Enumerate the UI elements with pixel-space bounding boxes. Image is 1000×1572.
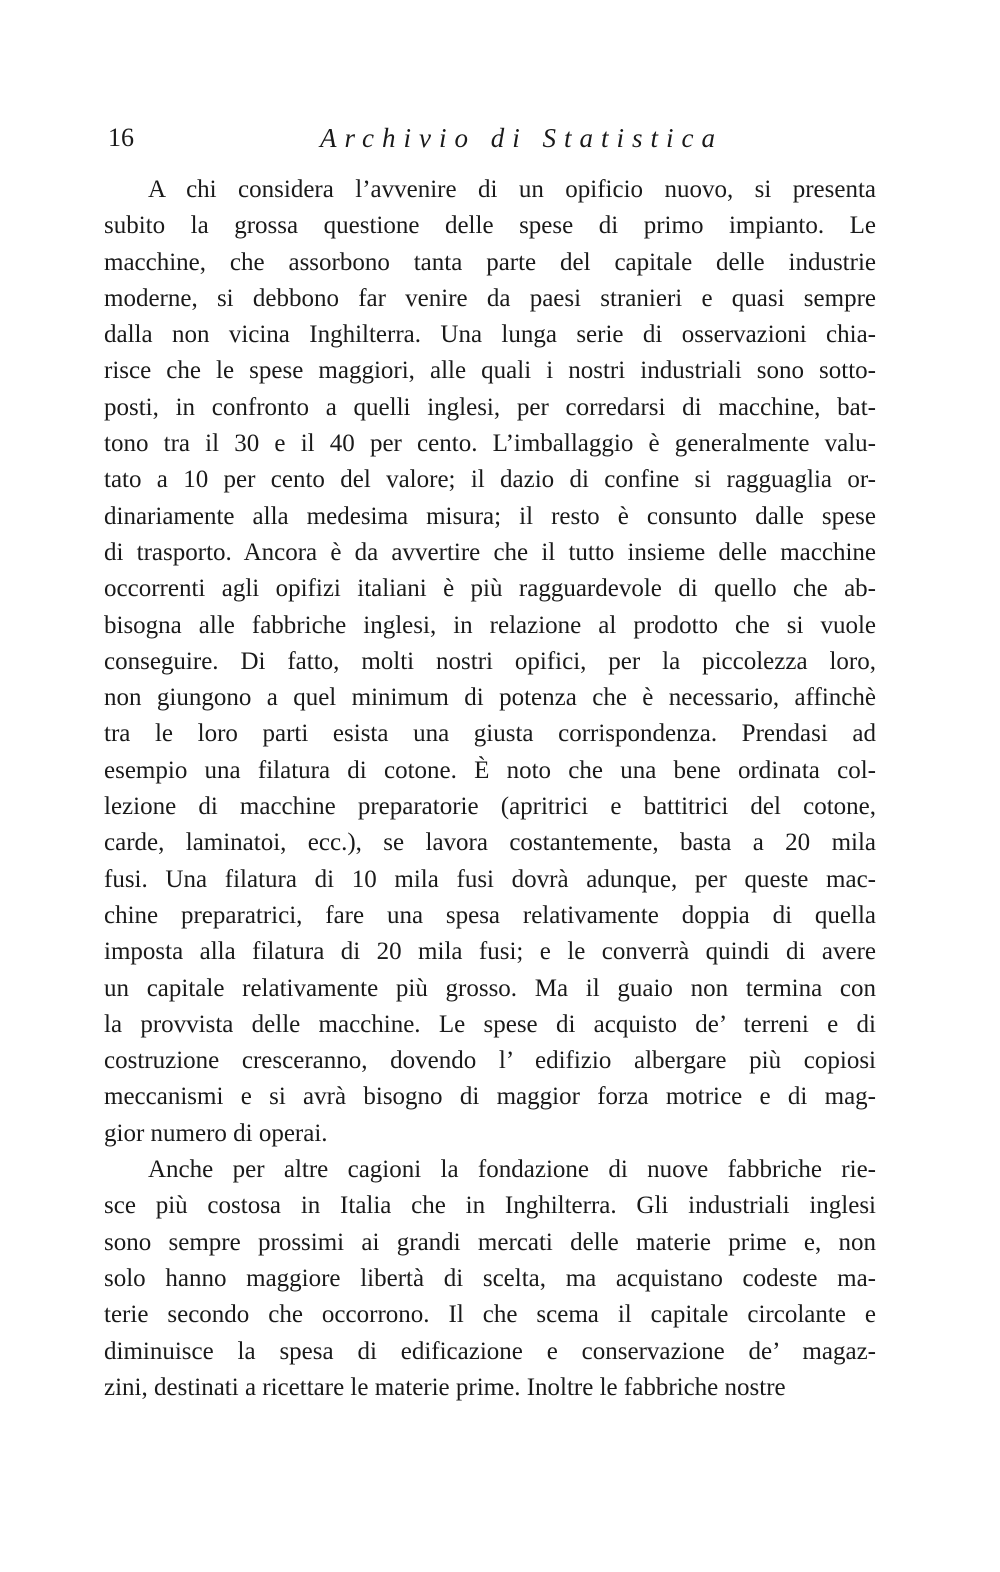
text-line: tra le loro parti esista una giusta corrispondenza. Prendasi ad	[104, 720, 876, 748]
text-line: dinariamente alla medesima misura; il resto è consunto dalle spese	[104, 502, 876, 530]
text-line: sce più costosa in Italia che in Inghilterra. Gli industriali inglesi	[104, 1192, 876, 1220]
paragraph	[104, 1152, 876, 1406]
text-line: bisogna alle fabbriche inglesi, in relazione al prodotto che si vuole	[104, 611, 876, 639]
text-line: lezione di macchine preparatorie (apritrici e battitrici del cotone,	[104, 793, 876, 821]
text-line: diminuisce la spesa di edificazione e conservazione de’ magaz-	[104, 1337, 876, 1365]
body-text	[104, 172, 876, 1406]
text-line: moderne, si debbono far venire da paesi stranieri e quasi sempre	[104, 284, 876, 312]
text-line: meccanismi e si avrà bisogno di maggior forza motrice e di mag-	[104, 1083, 876, 1111]
text-line: Anche per altre cagioni la fondazione di nuove fabbriche rie-	[148, 1156, 876, 1184]
text-line: imposta alla filatura di 20 mila fusi; e le converrà quindi di avere	[104, 938, 876, 966]
page-number: 16	[108, 123, 134, 152]
text-line: terie secondo che occorrono. Il che scema il capitale circolante e	[104, 1301, 876, 1329]
text-line: conseguire. Di fatto, molti nostri opifici, per la piccolezza loro,	[104, 647, 876, 675]
running-title: Archivio di Statistica	[320, 123, 723, 153]
text-line: esempio una filatura di cotone. È noto che una bene ordinata col-	[104, 756, 876, 784]
text-line: occorrenti agli opifizi italiani è più ragguardevole di quello che ab-	[104, 575, 876, 603]
text-line: A chi considera l’avvenire di un opificio nuovo, si presenta	[148, 176, 876, 203]
text-line: gior numero di operai.	[104, 1119, 328, 1147]
text-line: di trasporto. Ancora è da avvertire che il tutto insieme delle macchine	[104, 538, 876, 566]
text-line: sono sempre prossimi ai grandi mercati delle materie prime e, non	[104, 1228, 876, 1256]
page-header	[108, 118, 878, 158]
text-line: fusi. Una filatura di 10 mila fusi dovrà adunque, per queste mac-	[104, 865, 876, 893]
text-line: tono tra il 30 e il 40 per cento. L’imballaggio è generalmente valu-	[104, 430, 876, 458]
text-line: un capitale relativamente più grosso. Ma il guaio non termina con	[104, 974, 876, 1002]
text-line: la provvista delle macchine. Le spese di acquisto de’ terreni e di	[104, 1010, 876, 1038]
text-line: zini, destinati a ricettare le materie prime. Inoltre le fabbriche nostre	[104, 1373, 786, 1401]
text-line: subito la grossa questione delle spese di primo impianto. Le	[104, 212, 876, 240]
text-line: dalla non vicina Inghilterra. Una lunga serie di osservazioni chia-	[104, 321, 876, 349]
text-line: non giungono a quel minimum di potenza che è necessario, affinchè	[104, 684, 876, 712]
text-line: risce che le spese maggiori, alle quali i nostri industriali sono sotto-	[104, 357, 876, 385]
text-line: posti, in confronto a quelli inglesi, per corredarsi di macchine, bat-	[104, 393, 876, 421]
text-line: costruzione cresceranno, dovendo l’ edifizio albergare più copiosi	[104, 1047, 876, 1075]
text-line: macchine, che assorbono tanta parte del capitale delle industrie	[104, 248, 876, 276]
text-line: chine preparatrici, fare una spesa relativamente doppia di quella	[104, 901, 876, 929]
text-line: carde, laminatoi, ecc.), se lavora costantemente, basta a 20 mila	[104, 829, 876, 857]
text-line: solo hanno maggiore libertà di scelta, ma acquistano codeste ma-	[104, 1264, 876, 1292]
paragraph	[104, 172, 876, 1152]
text-line: tato a 10 per cento del valore; il dazio di confine si ragguaglia or-	[104, 466, 876, 494]
